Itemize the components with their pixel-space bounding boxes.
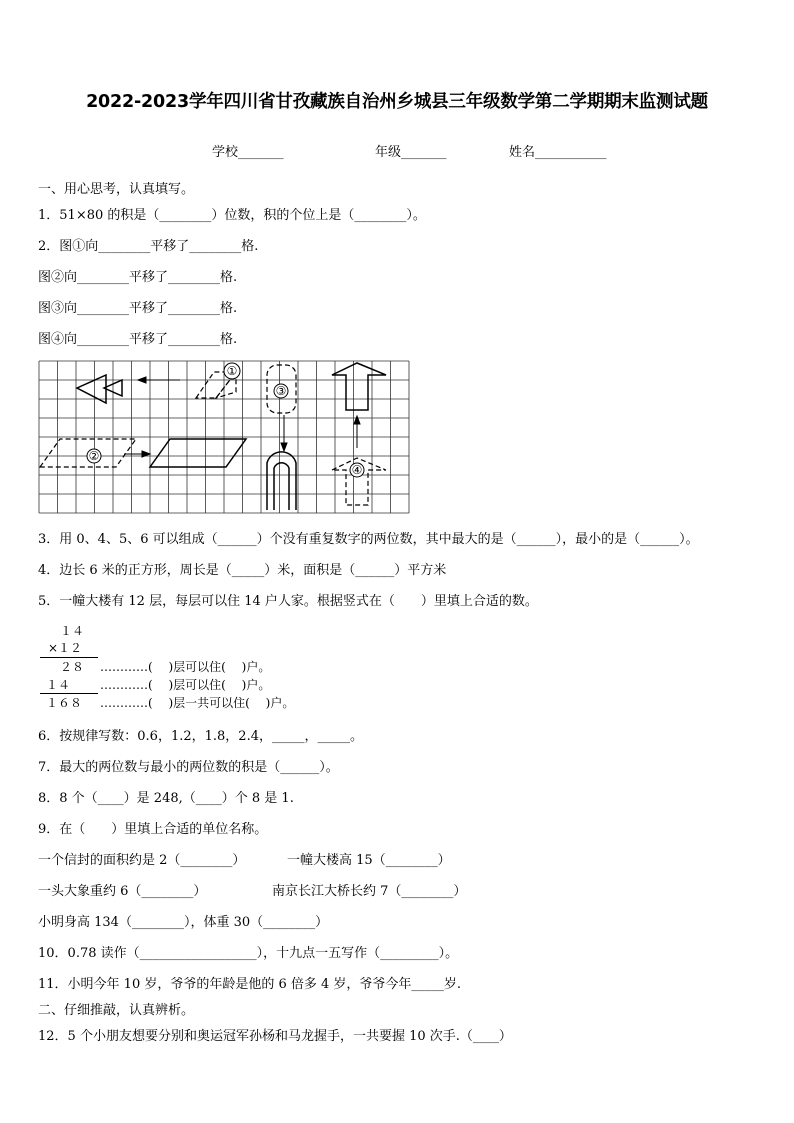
figure-three-label: ③ — [275, 384, 287, 398]
calc-note-1: …………( )层可以住( )户。 — [100, 660, 271, 674]
calc-row-2: ×１２ — [48, 641, 83, 655]
page-title: 2022-2023学年四川省甘孜藏族自治州乡城县三年级数学第二学期期末监测试题 — [86, 92, 708, 112]
calc-row-3: ２８ — [60, 660, 85, 674]
calc-note-3: …………( )层一共可以住( )户。 — [100, 696, 295, 710]
question-6: 6．按规律写数：0.6，1.2，1.8，2.4，_____，_____。 — [38, 729, 363, 744]
question-5: 5．一幢大楼有 12 层，每层可以住 14 户人家。根据竖式在（ ）里填上合适的数。 — [38, 594, 538, 609]
question-10: 10．0.78 读作（__________________），十九点一五写作（_________）。 — [38, 946, 459, 961]
figure-four-label: ④ — [351, 463, 363, 477]
question-1: 1．51×80 的积是（________）位数，积的个位上是（________）。 — [38, 208, 426, 223]
figure-one-label: ① — [226, 364, 238, 378]
calc-rule-1 — [40, 657, 98, 658]
move-arrow-3 — [281, 415, 287, 451]
section-one-heading: 一、用心思考，认真填写。 — [38, 182, 195, 197]
question-12: 12．5 个小朋友想要分别和奥运冠军孙杨和马龙握手，一共要握 10 次手.（____） — [38, 1029, 512, 1044]
question-2-line-1: 2．图①向________平移了________格. — [38, 239, 259, 254]
school-field[interactable]: 学校_______ — [212, 145, 284, 160]
question-2-line-2: 图②向________平移了________格. — [38, 270, 238, 285]
house-shape — [332, 363, 386, 410]
calc-row-4: １４ — [46, 678, 71, 692]
question-9-item-d: 南京长江大桥长约 7（________） — [272, 884, 467, 899]
question-4: 4．边长 6 米的正方形，周长是（_____）米，面积是（______）平方米 — [38, 563, 447, 578]
question-8: 8．8 个（____）是 248,（____）个 8 是 1. — [38, 791, 294, 806]
question-9-item-b: 一幢大楼高 15（________） — [287, 853, 451, 868]
question-9-item-e: 小明身高 134（________），体重 30（________） — [38, 915, 329, 930]
question-11: 11．小明今年 10 岁，爷爷的年龄是他的 6 倍多 4 岁，爷爷今年_____岁. — [38, 977, 462, 992]
question-9-item-a: 一个信封的面积约是 2（________） — [38, 853, 246, 868]
parallelogram-shape — [150, 439, 246, 467]
move-arrow-4 — [354, 416, 360, 448]
question-3: 3．用 0、4、5、6 可以组成（______）个没有重复数字的两位数，其中最大的是（______），最小的是（______）。 — [38, 532, 699, 547]
question-9-item-c: 一头大象重约 6（________） — [38, 884, 207, 899]
move-arrow-1 — [138, 377, 180, 383]
calc-row-5: １６８ — [46, 696, 83, 710]
grid-lines — [39, 361, 409, 513]
grade-field[interactable]: 年级_______ — [375, 145, 447, 160]
calc-row-1: １４ — [60, 624, 85, 638]
question-2-line-3: 图③向________平移了________格. — [38, 301, 238, 316]
question-2-line-4: 图④向________平移了________格. — [38, 332, 238, 347]
arch-shape — [267, 452, 296, 510]
name-field[interactable]: 姓名___________ — [509, 145, 607, 160]
figure-two-label: ② — [88, 449, 100, 463]
calc-note-2: …………( )层可以住( )户。 — [100, 678, 271, 692]
calc-rule-2 — [40, 693, 98, 694]
translation-grid-figure — [38, 360, 410, 515]
section-two-heading: 二、仔细推敲，认真辨析。 — [38, 1003, 195, 1018]
question-9: 9．在（ ）里填上合适的单位名称。 — [38, 822, 268, 837]
question-7: 7．最大的两位数与最小的两位数的积是（______）。 — [38, 760, 339, 775]
